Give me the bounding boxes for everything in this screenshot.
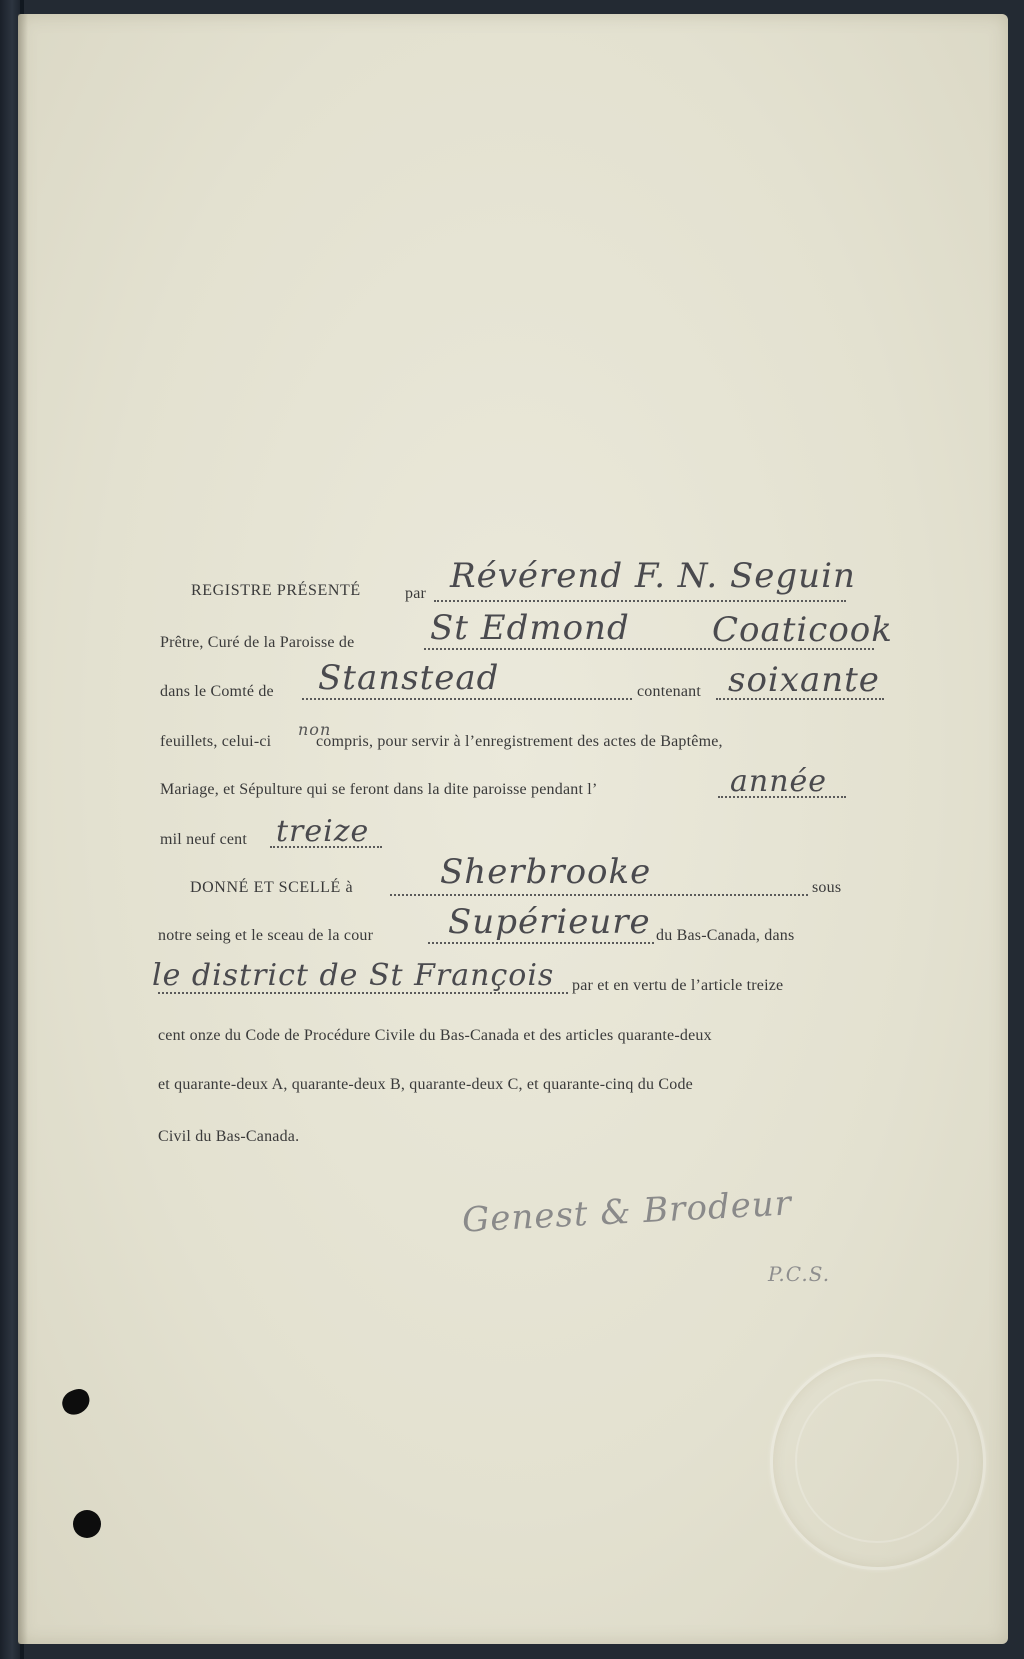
label-par: par: [405, 585, 427, 602]
label-par-et-en-vertu: par et en vertu de l’article treize: [572, 977, 784, 994]
hw-court: Supérieure: [448, 902, 651, 942]
fill-line-presenter: [434, 600, 846, 602]
hw-year-number: treize: [276, 814, 370, 849]
hw-insert-non: non: [298, 720, 332, 739]
label-bas-canada-dans: du Bas-Canada, dans: [656, 927, 795, 944]
label-notre-seing: notre seing et le sceau de la cour: [158, 927, 374, 944]
book-binding: [0, 0, 20, 1659]
hw-presenter: Révérend F. N. Seguin: [450, 556, 856, 596]
hw-district: le district de St François: [152, 958, 555, 993]
label-feuillets: feuillets, celui-ci: [160, 733, 272, 750]
hw-signature-title: P.C.S.: [768, 1262, 831, 1286]
fill-line-county: [302, 698, 632, 700]
label-comte: dans le Comté de: [160, 683, 274, 700]
label-mariage: Mariage, et Sépulture qui se feront dans la dite paroisse pendant l’: [160, 781, 598, 798]
hw-leaf-count: soixante: [728, 660, 880, 700]
label-compris: compris, pour servir à l’enregistrement des actes de Baptême,: [316, 733, 723, 750]
embossed-seal: [770, 1354, 986, 1570]
fill-line-place: [390, 894, 808, 896]
label-pretre-cure: Prêtre, Curé de la Paroisse de: [160, 634, 355, 651]
label-donne-et-scelle: DONNÉ ET SCELLÉ à: [190, 879, 354, 896]
register-page: [18, 14, 1008, 1644]
label-cent-onze: cent onze du Code de Procédure Civile du Bas-Canada et des articles quarante-deux: [158, 1027, 712, 1044]
label-sous: sous: [812, 879, 842, 896]
punch-hole-lower: [73, 1510, 101, 1538]
label-quarante-deux: et quarante-deux A, quarante-deux B, quarante-deux C, et quarante-cinq du Code: [158, 1076, 693, 1093]
hw-place: Sherbrooke: [440, 852, 652, 892]
punch-hole-upper: [59, 1386, 94, 1418]
hw-parish-place: Coaticook: [712, 610, 893, 650]
label-contenant: contenant: [637, 683, 701, 700]
fill-line-court: [428, 942, 654, 944]
label-civil-bas-canada: Civil du Bas-Canada.: [158, 1128, 300, 1145]
hw-parish: St Edmond: [430, 608, 630, 648]
hw-signature: Genest & Brodeur: [461, 1183, 793, 1241]
hw-year-word: année: [730, 764, 828, 799]
label-registre-presente: REGISTRE PRÉSENTÉ: [191, 582, 361, 599]
hw-county: Stanstead: [318, 658, 500, 698]
label-mil-neuf-cent: mil neuf cent: [160, 831, 248, 848]
